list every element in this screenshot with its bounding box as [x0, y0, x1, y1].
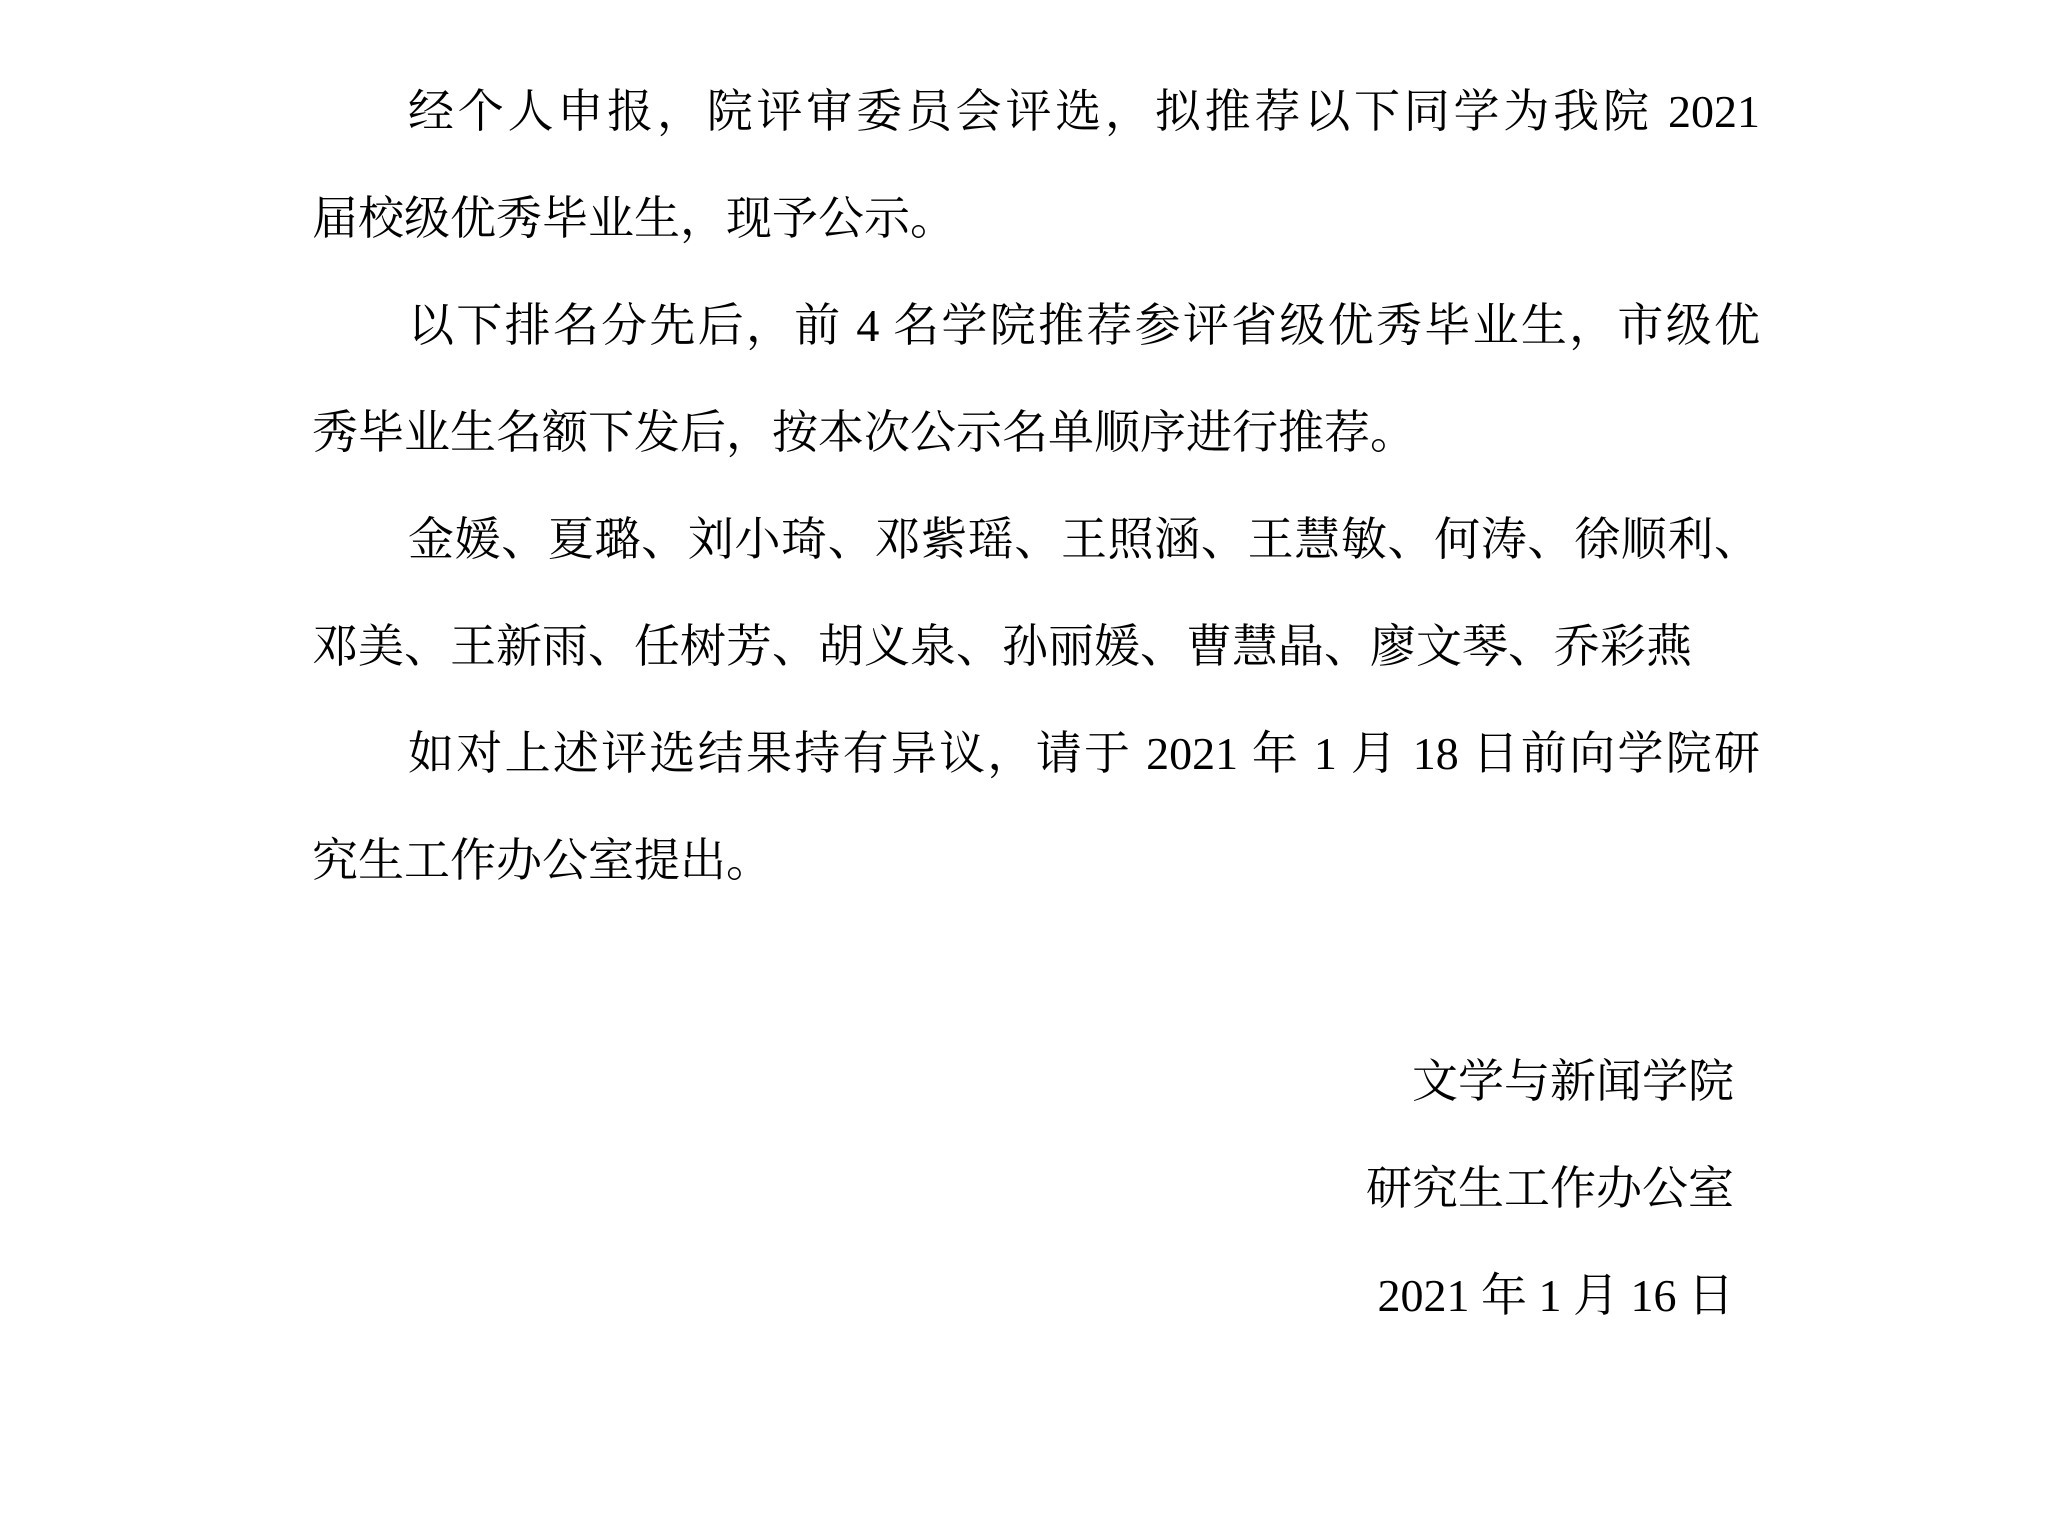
notice-line-7: 如对上述评选结果持有异议，请于 2021 年 1 月 18 日前向学院研 — [408, 728, 1760, 779]
signature-office: 研究生工作办公室 — [1366, 1163, 1734, 1214]
notice-body — [312, 58, 1760, 1349]
signature-date: 2021 年 1 月 16 日 — [1377, 1270, 1734, 1321]
notice-line-8: 究生工作办公室提出。 — [312, 835, 772, 886]
notice-names-line-2: 邓美、王新雨、任树芳、胡义泉、孙丽媛、曹慧晶、廖文琴、乔彩燕 — [312, 621, 1692, 672]
signature-college: 文学与新闻学院 — [1412, 1056, 1734, 1107]
notice-line-2: 届校级优秀毕业生，现予公示。 — [312, 193, 956, 244]
notice-line-3: 以下排名分先后，前 4 名学院推荐参评省级优秀毕业生，市级优 — [408, 300, 1760, 351]
notice-line-1: 经个人申报，院评审委员会评选，拟推荐以下同学为我院 2021 — [408, 86, 1760, 137]
notice-line-4: 秀毕业生名额下发后，按本次公示名单顺序进行推荐。 — [312, 407, 1416, 458]
notice-names-line-1: 金媛、夏璐、刘小琦、邓紫瑶、王照涵、王慧敏、何涛、徐顺利、 — [408, 514, 1760, 565]
blank-line — [312, 914, 1760, 1028]
